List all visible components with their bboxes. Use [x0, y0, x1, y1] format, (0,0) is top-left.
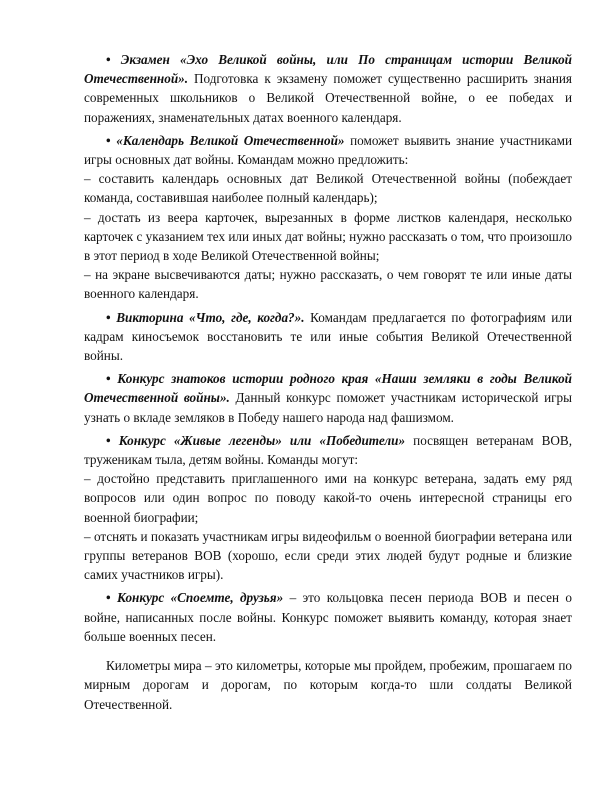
item-quiz — [84, 308, 572, 366]
bullet: • — [106, 590, 111, 606]
item-living-legends — [84, 431, 572, 469]
item-text: Подготовка к экзамену поможет существенно расширить знания современных школьников о Великой Отечественной войне, о ее победах и поражениях, знаменательных датах военного календаря. — [84, 71, 572, 125]
dash-item: – составить календарь основных дат Великой Отечественной войны (побеждает команда, составившая наиболее полный календарь); — [84, 171, 572, 206]
item-text: Данный конкурс поможет участникам исторической игры узнать о вкладе земляков в Победу нашего народа над фашизмом. — [84, 390, 573, 425]
item-text: – это кольцовка песен периода ВОВ и песен о войне, написанных после войны. Конкурс поможет выявить команду, которая знает больше военных песен. — [84, 590, 573, 644]
bullet: • — [106, 432, 111, 448]
dash-item: – на экране высвечиваются даты; нужно рассказать, о чем говорят те или иные даты военного календаря. — [84, 267, 572, 302]
bullet: • — [106, 52, 111, 67]
item-text: посвящен ветеранам ВОВ, труженикам тыла, детям войны. Команды могут: — [84, 432, 573, 468]
item-calendar — [84, 131, 572, 169]
item-local-history — [84, 369, 572, 427]
item-title: Конкурс «Живые легенды» или «Победители» — [118, 432, 406, 448]
item-text: Командам предлагается по фотографиям или кадрам киносъемок восстановить те или иные события Великой Отечественной войны. — [84, 309, 573, 364]
closing-paragraph: Километры мира – это километры, которые мы пройдем, пробежим, прошагаем по мирным дорогам и дорогам, по которым когда-то шли солдаты Великой Отечественной. — [84, 658, 572, 712]
item-title: «Календарь Великой Отечественной» — [116, 132, 345, 148]
bullet: • — [106, 371, 111, 387]
item-text: поможет выявить знание участниками игры основных дат войны. Командам можно предложить: — [84, 132, 573, 168]
dash-item: – достойно представить приглашенного ими на конкурс ветерана, задать ему ряд вопросов или один вопрос по поводу какой-то очень интересной страницы его военной биографии; — [84, 471, 572, 525]
dash-item: – достать из веера карточек, вырезанных в форме листков календаря, несколько карточек с указанием тех или иных дат войны; нужно рассказать о том, что произошло в этот период в ходе Великой Отечественной войны; — [84, 209, 572, 264]
item-title: Конкурс знатоков истории родного края «Наши земляки в годы Великой Отечественной войны». — [84, 371, 573, 406]
dash-item: – отснять и показать участникам игры видеофильм о военной биографии ветерана или группы ветеранов ВОВ (хорошо, если среди этих людей будут родные и близкие самих участников игры). — [84, 528, 572, 583]
item-title: Викторина «Что, где, когда?». — [116, 309, 305, 325]
item-title: Экзамен «Эхо Великой войны, или По страницам истории Великой Отечественной». — [84, 52, 573, 87]
bullet: • — [106, 132, 111, 148]
text-body — [84, 50, 572, 727]
bullet: • — [106, 309, 111, 325]
item-exam — [84, 50, 572, 127]
item-songs — [84, 588, 572, 646]
item-title: Конкурс «Споемте, друзья» — [117, 590, 284, 606]
